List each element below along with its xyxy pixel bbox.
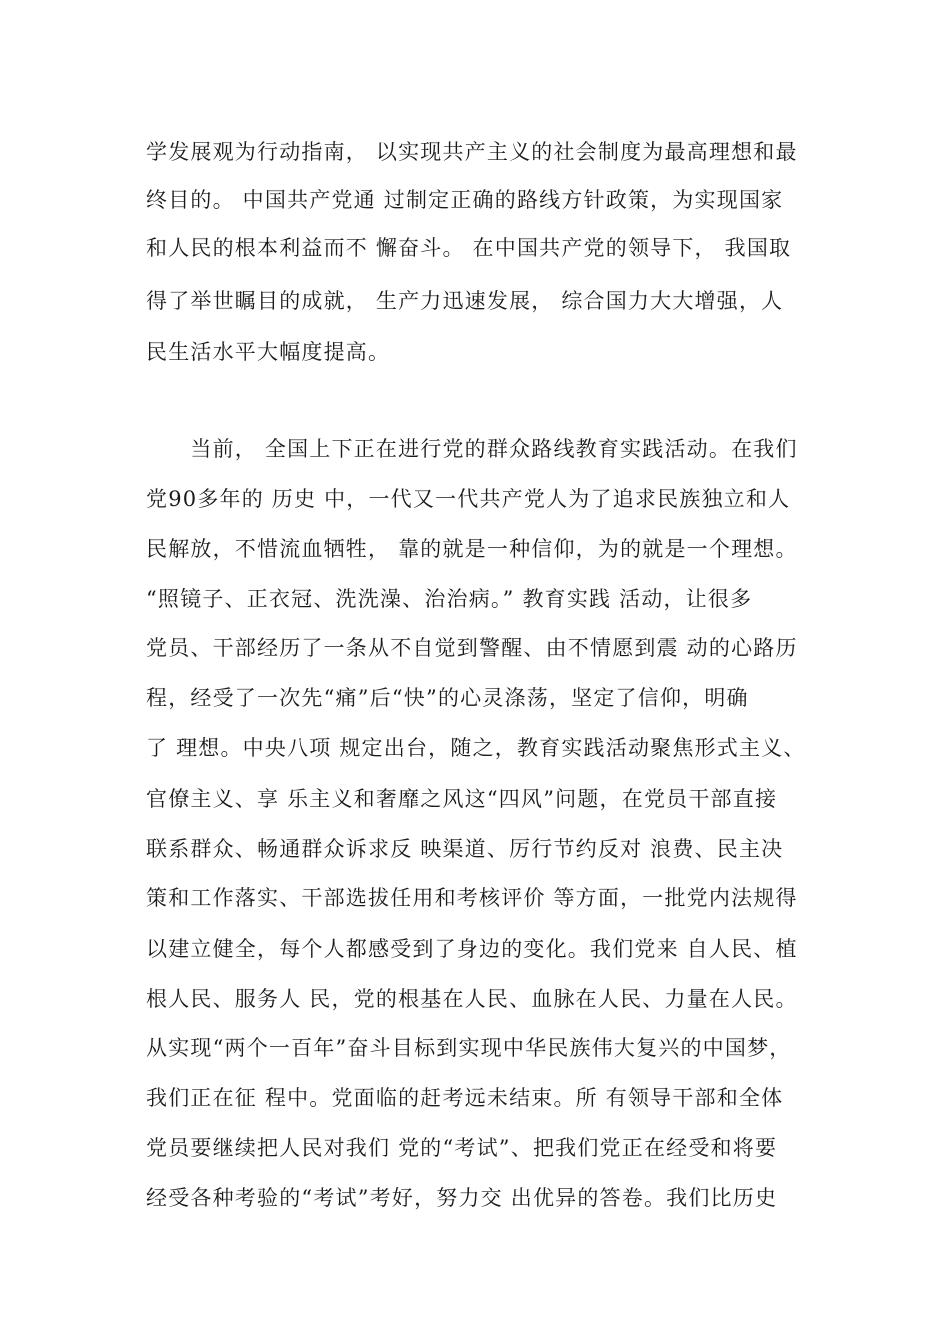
- text-line: 终目的。 中国共产党通 过制定正确的路线方针政策，为实现国家: [146, 188, 784, 212]
- text-line: 民生活水平大幅度提高。: [146, 340, 391, 364]
- text-line: “照镜子、正衣冠、洗洗澡、治治病。” 教育实践 活动，让很多: [146, 587, 753, 611]
- text-line: 官僚主义、享 乐主义和奢靡之风这“四风”问题，在党员干部直接: [146, 787, 778, 811]
- text-line: 民解放，不惜流血牺牲， 靠的就是一种信仰，为的就是一个理想。: [146, 537, 798, 561]
- text-line: 党员要继续把人民对我们 党的“考试”、把我们党正在经受和将要: [146, 1136, 778, 1160]
- text-line: 党90多年的 历史 中，一代又一代共产党人为了追求民族独立和人: [146, 487, 791, 511]
- text-line: 我们正在征 程中。党面临的赶考远未结束。所 有领导干部和全体: [146, 1086, 784, 1110]
- text-line: 根人民、服务人 民，党的根基在人民、血脉在人民、力量在人民。: [146, 987, 798, 1011]
- text-line: 联系群众、畅通群众诉求反 映渠道、厉行节约反对 浪费、民主决: [146, 837, 784, 861]
- text-line: 学发展观为行动指南， 以实现共产主义的社会制度为最高理想和最: [146, 140, 798, 164]
- text-line: 当前， 全国上下正在进行党的群众路线教育实践活动。在我们: [146, 437, 798, 461]
- text-line: 以建立健全，每个人都感受到了身边的变化。我们党来 自人民、植: [146, 937, 798, 961]
- text-line: 党员、干部经历了一条从不自觉到警醒、由不情愿到震 动的心路历: [146, 636, 798, 660]
- text-line: 程，经受了一次先“痛”后“快”的心灵涤荡，坚定了信仰，明确: [146, 686, 749, 710]
- text-line: 得了举世瞩目的成就， 生产力迅速发展， 综合国力大大增强，人: [146, 289, 784, 313]
- text-line: 经受各种考验的“考试”考好，努力交 出优异的答卷。我们比历史: [146, 1186, 778, 1210]
- text-line: 了 理想。中央八项 规定出台，随之，教育实践活动聚焦形式主义、: [146, 736, 806, 760]
- text-line: 策和工作落实、干部选拔任用和考核评价 等方面，一批党内法规得: [146, 886, 798, 910]
- text-line: 和人民的根本利益而不 懈奋斗。 在中国共产党的领导下， 我国取: [146, 236, 792, 260]
- text-line: 从实现“两个一百年”奋斗目标到实现中华民族伟大复兴的中国梦，: [146, 1036, 792, 1060]
